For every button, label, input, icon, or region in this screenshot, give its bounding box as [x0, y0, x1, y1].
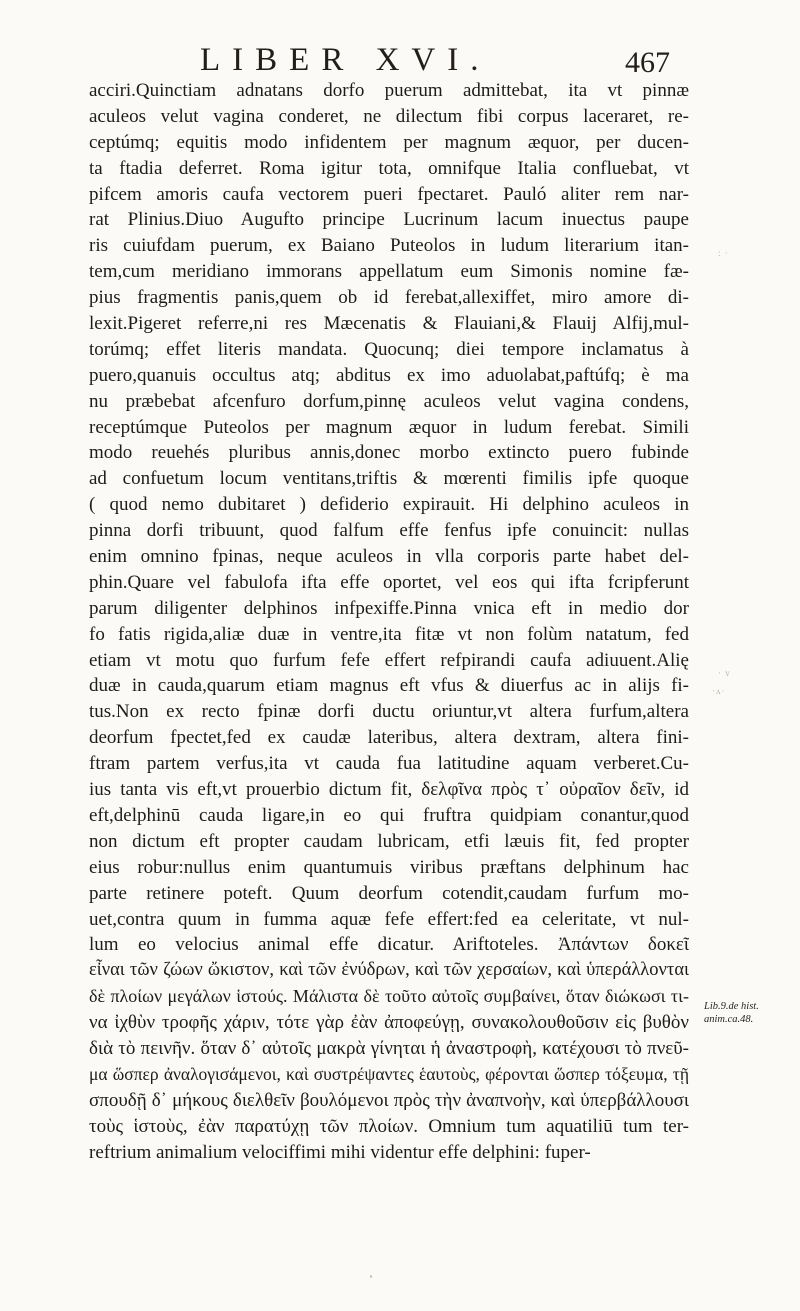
- text-line: tus.Non ex recto fpinæ dorfi ductu oriuntur,vt altera furfum,altera: [89, 701, 689, 723]
- text-line: μα ὥσπερ ἀναλογισάμενοι, καὶ συστρέψαντες ἑαυτοὺς, φέρονται ὥσπερ τόξευμα, τῇ: [89, 1063, 689, 1084]
- text-line: ftram partem verfus,ita vt cauda fua latitudine aquam verberet.Cu-: [89, 753, 689, 775]
- text-line: torúmq; effet literis mandata. Quocunq; diei tempore inclamatus à: [89, 338, 689, 360]
- show-through-mark: · v: [718, 668, 731, 678]
- text-line: acciri.Quinctiam adnatans dorfo puerum admittebat, ita vt pinnæ: [89, 80, 689, 101]
- text-line: σπουδῇ δ᾽ μήκους διελθεῖν βουλόμενοι πρὸς τὴν ἀναπνοὴν, καὶ ὑπερβάλλουσι: [89, 1089, 689, 1111]
- text-line: ad confuetum locum ventitans,triftis & mœrenti fimilis ipfe quoque: [89, 468, 689, 490]
- text-line: eft,delphinū cauda ligare,in eo qui fruftra quidpiam conantur,quod: [89, 804, 689, 826]
- text-line: enim omnino fpinas, neque aculeos in vlla corporis parte habet del-: [89, 546, 689, 568]
- page-header: [200, 42, 670, 82]
- text-line: non dictum eft propter caudam lubricam, etfi læuis fit, fed propter: [89, 830, 689, 852]
- text-line: puero,quanuis occultus atq; abditus ex imo aduolabat,paftúfq; è ma: [89, 364, 689, 386]
- text-line: ta ftadia deferret. Roma igitur tota, omnifque Italia confluebat, vt: [89, 157, 689, 179]
- text-line: lexit.Pigeret referre,ni res Mæcenatis & Flauiani,& Flauij Alfij,mul-: [89, 313, 689, 335]
- text-line: δὲ πλοίων μεγάλων ἱστούς. Μάλιστα δὲ τοῦτο αὐτοῖς συμβαίνει, ὅταν διώκωσι τι-: [89, 986, 689, 1007]
- text-line: pius fragmentis panis,quem ob id ferebat,allexiffet, miro amore di-: [89, 287, 689, 309]
- body-text: [89, 78, 689, 1165]
- text-line: tem,cum meridiano immorans appellatum eum Simonis nomine fæ-: [89, 261, 689, 283]
- text-line: pifcem amoris caufa vectorem pueri fpectaret. Pauló aliter rem nar-: [89, 183, 689, 205]
- text-line: parum diligenter delphinos infpexiffe.Pinna vnica eft in medio dor: [89, 597, 689, 619]
- text-line: pinna dorfi tribuunt, quod falfum effe fenfus ipfe conuincit: nullas: [89, 520, 689, 542]
- text-line: ceptúmq; equitis modo infidentem per magnum æquor, per ducen-: [89, 131, 689, 153]
- text-line: modo reuehés pluribus annis,donec morbo extincto puero fubinde: [89, 442, 689, 464]
- paper-speck: [370, 1275, 372, 1278]
- text-line: uet,contra quum in fumma aquæ fefe effert:fed ea celeritate, vt nul-: [89, 908, 689, 930]
- text-line: ( quod nemo dubitaret ) defiderio expirauit. Hi delphino aculeos in: [89, 494, 689, 516]
- text-line: να ἰχθὺν τροφῆς χάριν, τότε γὰρ ἐὰν ἀποφεύγῃ, συνακολουθοῦσιν εἰς βυθὸν: [89, 1012, 689, 1034]
- text-line: ius tanta vis eft,vt prouerbio dictum fit, δελφῖνα πρὸς τ᾽ οὐραῖον δεῖν, id: [89, 779, 689, 801]
- page-number: 467: [625, 46, 670, 79]
- marginal-reference: [704, 1000, 796, 1026]
- marginal-reference-text: Lib.9.de hist. anim.ca.48.: [704, 1001, 759, 1025]
- text-line: fo fatis rigida,aliæ duæ in ventre,ita fitæ vt non folùm natatum, fed: [89, 623, 689, 645]
- text-line: etiam vt motu quo furfum fefe effert refpirandi caufa adiuuent.Alię: [89, 649, 689, 671]
- text-line: parte retinere poteft. Quum deorfum cotendit,caudam furfum mo-: [89, 882, 689, 904]
- text-line: eius robur:nullus enim quantumuis viribus præftans delphinum hac: [89, 856, 689, 878]
- show-through-mark: ·ʌ·: [712, 686, 726, 696]
- text-line: phin.Quare vel fabulofa ifta effe oportet, vel eos qui ifta fcripferunt: [89, 571, 689, 593]
- text-line: εἶναι τῶν ζώων ὤκιστον, καὶ τῶν ἐνύδρων, καὶ τῶν χερσαίων, καὶ ὑπεράλλονται: [89, 960, 689, 981]
- running-head: LIBER XVI.: [200, 42, 491, 78]
- text-line: τοὺς ἱστοὺς, ἐὰν παρατύχῃ τῶν πλοίων. Omnium tum aquatiliū tum ter-: [89, 1115, 689, 1137]
- text-line: lum eo velocius animal effe dicatur. Ariftoteles. Ἀπάντων δοκεῖ: [89, 934, 689, 956]
- show-through-mark: : ·: [718, 248, 729, 258]
- text-line: aculeos velut vagina conderet, ne dilectum fibi corpus laceraret, re-: [89, 105, 689, 127]
- text-line: receptúmque Puteolos per magnum æquor in ludum ferebat. Simili: [89, 416, 689, 438]
- text-line: reftrium animalium velociffimi mihi videntur effe delphini: fuper-: [89, 1141, 591, 1163]
- text-line: nu præbebat afcenfuro dorfum,pinnę aculeos velut vagina condens,: [89, 390, 689, 412]
- text-line: διὰ τὸ πεινῆν. ὅταν δ᾽ αὐτοῖς μακρὰ γίνηται ἡ ἀναστροφὴ, κατέχουσι τὸ πνεῦ-: [89, 1037, 689, 1059]
- text-line: ris cuiufdam puerum, ex Baiano Puteolos in ludum literarium itan-: [89, 235, 689, 257]
- text-line: rat Plinius.Diuo Augufto principe Lucrinum lacum inuectus paupe: [89, 209, 689, 231]
- text-line: duæ in cauda,quarum etiam magnus eft vfus & diuerfus ac in alijs fi-: [89, 675, 689, 697]
- text-line: deorfum fpectet,fed ex caudæ lateribus, altera dextram, altera fini-: [89, 727, 689, 749]
